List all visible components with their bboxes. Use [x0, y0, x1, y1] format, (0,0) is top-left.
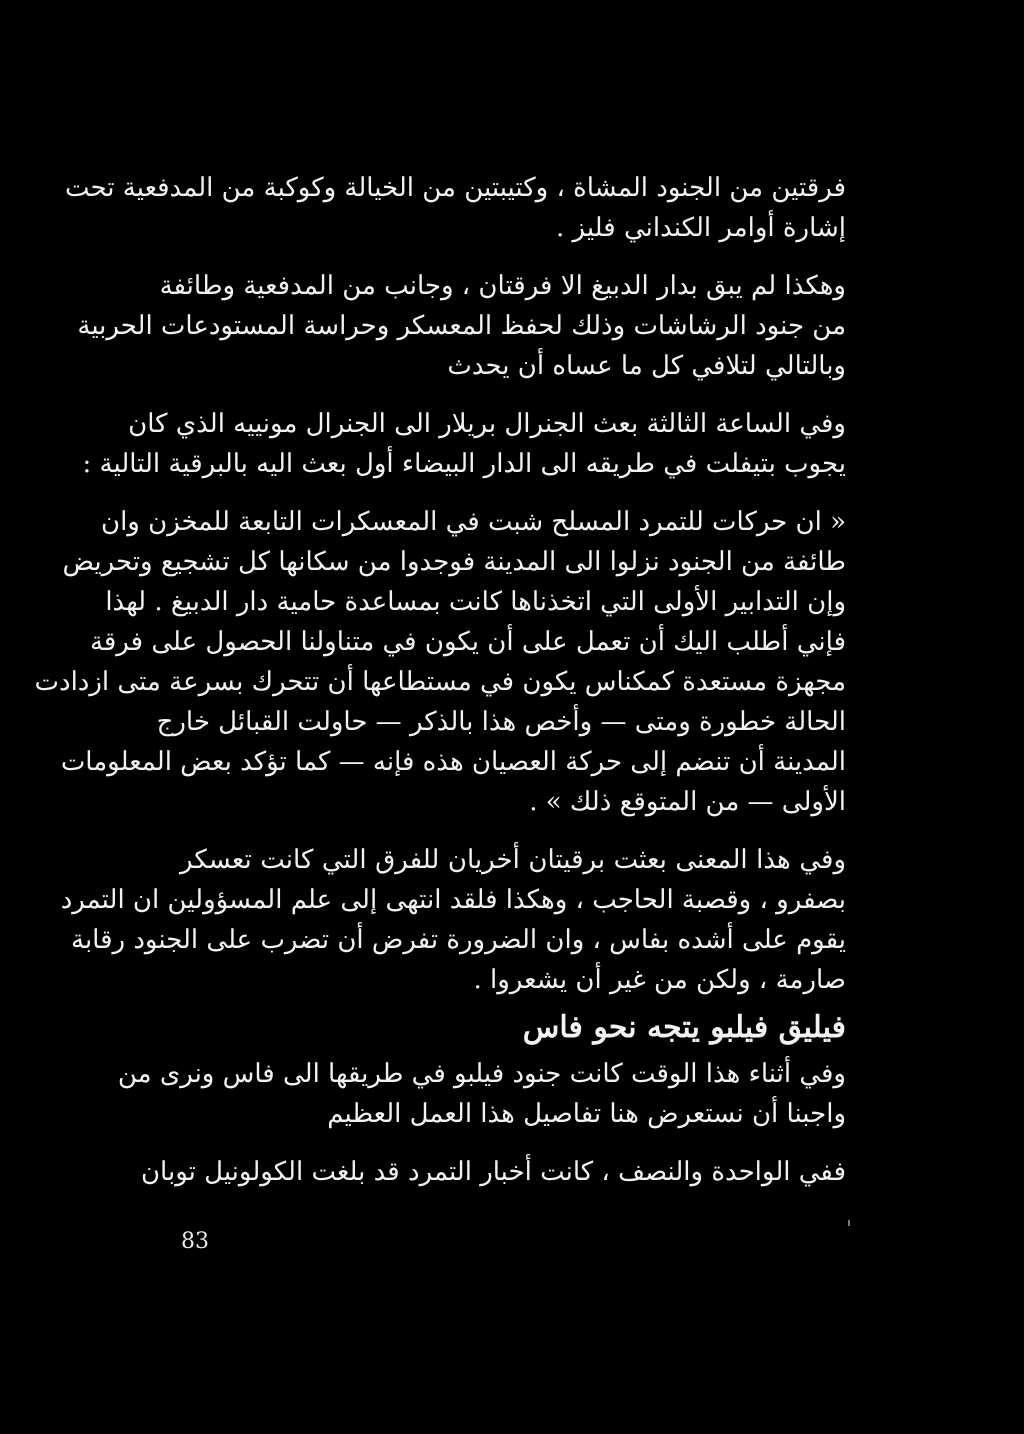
text-line: يقوم على أشده بفاس ، وان الضرورة تفرض أن تضرب على الجنود رقابة — [71, 925, 846, 955]
text-line: الأولى — من المتوقع ذلك » . — [529, 787, 846, 817]
text-line: وإن التدابير الأولى التي اتخذناها كانت بمساعدة حامية دار الدبيغ . لهذا — [105, 587, 846, 617]
text-line: صارمة ، ولكن من غير أن يشعروا . — [473, 965, 846, 995]
paragraph-2 — [77, 266, 846, 386]
text-line: فرقتين من الجنود المشاة ، وكتيبتين من الخيالة وكوكبة من المدفعية تحت — [64, 173, 846, 203]
paragraph-5 — [60, 840, 846, 1000]
text-line: إشارة أوامر الكنداني فليز . — [555, 213, 846, 243]
text-line: وفي هذا المعنى بعثت برقيتان أخريان للفرق التي كانت تعسكر — [180, 845, 846, 875]
text-line: وهكذا لم يبق بدار الدبيغ الا فرقتان ، وجانب من المدفعية وطائفة — [159, 271, 846, 301]
text-line: واجبنا أن نستعرض هنا تفاصيل هذا العمل العظيم — [327, 1099, 846, 1129]
text-line: وفي الساعة الثالثة بعث الجنرال بريلار الى الجنرال مونييه الذي كان — [128, 409, 846, 439]
text-line: من جنود الرشاشات وذلك لحفظ المعسكر وحراسة المستودعات الحربية — [77, 311, 846, 341]
text-line: ففي الواحدة والنصف ، كانت أخبار التمرد قد بلغت الكولونيل توبان — [140, 1157, 846, 1187]
paragraph-4-quote — [34, 502, 846, 822]
text-line: يجوب بتيفلت في طريقه الى الدار البيضاء أول بعث اليه بالبرقية التالية : — [82, 449, 846, 479]
paragraph-1 — [64, 168, 846, 248]
text-line: وبالتالي لتلافي كل ما عساه أن يحدث — [447, 351, 846, 381]
section-title: فيليق فيلبو يتجه نحو فاس — [522, 1010, 846, 1045]
text-line: وفي أثناء هذا الوقت كانت جنود فيلبو في طريقها الى فاس ونرى من — [117, 1059, 846, 1089]
page-body — [34, 168, 846, 1192]
paragraph-7 — [140, 1152, 846, 1192]
paragraph-3 — [82, 404, 846, 484]
text-line: « ان حركات للتمرد المسلح شبت في المعسكرات التابعة للمخزن وان — [100, 507, 846, 537]
scan-speck — [848, 1220, 850, 1226]
text-line: بصفرو ، وقصبة الحاجب ، وهكذا فلقد انتهى إلى علم المسؤولين ان التمرد — [60, 885, 846, 915]
paragraph-6 — [117, 1054, 846, 1134]
text-line: المدينة أن تنضم إلى حركة العصيان هذه فإنه — كما تؤكد بعض المعلومات — [60, 747, 846, 777]
text-line: الحالة خطورة ومتى — وأخص هذا بالذكر — حاولت القبائل خارج — [156, 707, 846, 737]
page-number: 83 — [181, 1229, 209, 1254]
text-line: فإني أطلب اليك أن تعمل على أن يكون في متناولنا الحصول على فرقة — [89, 627, 846, 657]
text-line: طائفة من الجنود نزلوا الى المدينة فوجدوا من سكانها كل تشجيع وتحريض — [62, 547, 846, 577]
text-line: مجهزة مستعدة كمكناس يكون في مستطاعها أن تتحرك بسرعة متى ازدادت — [34, 667, 846, 697]
